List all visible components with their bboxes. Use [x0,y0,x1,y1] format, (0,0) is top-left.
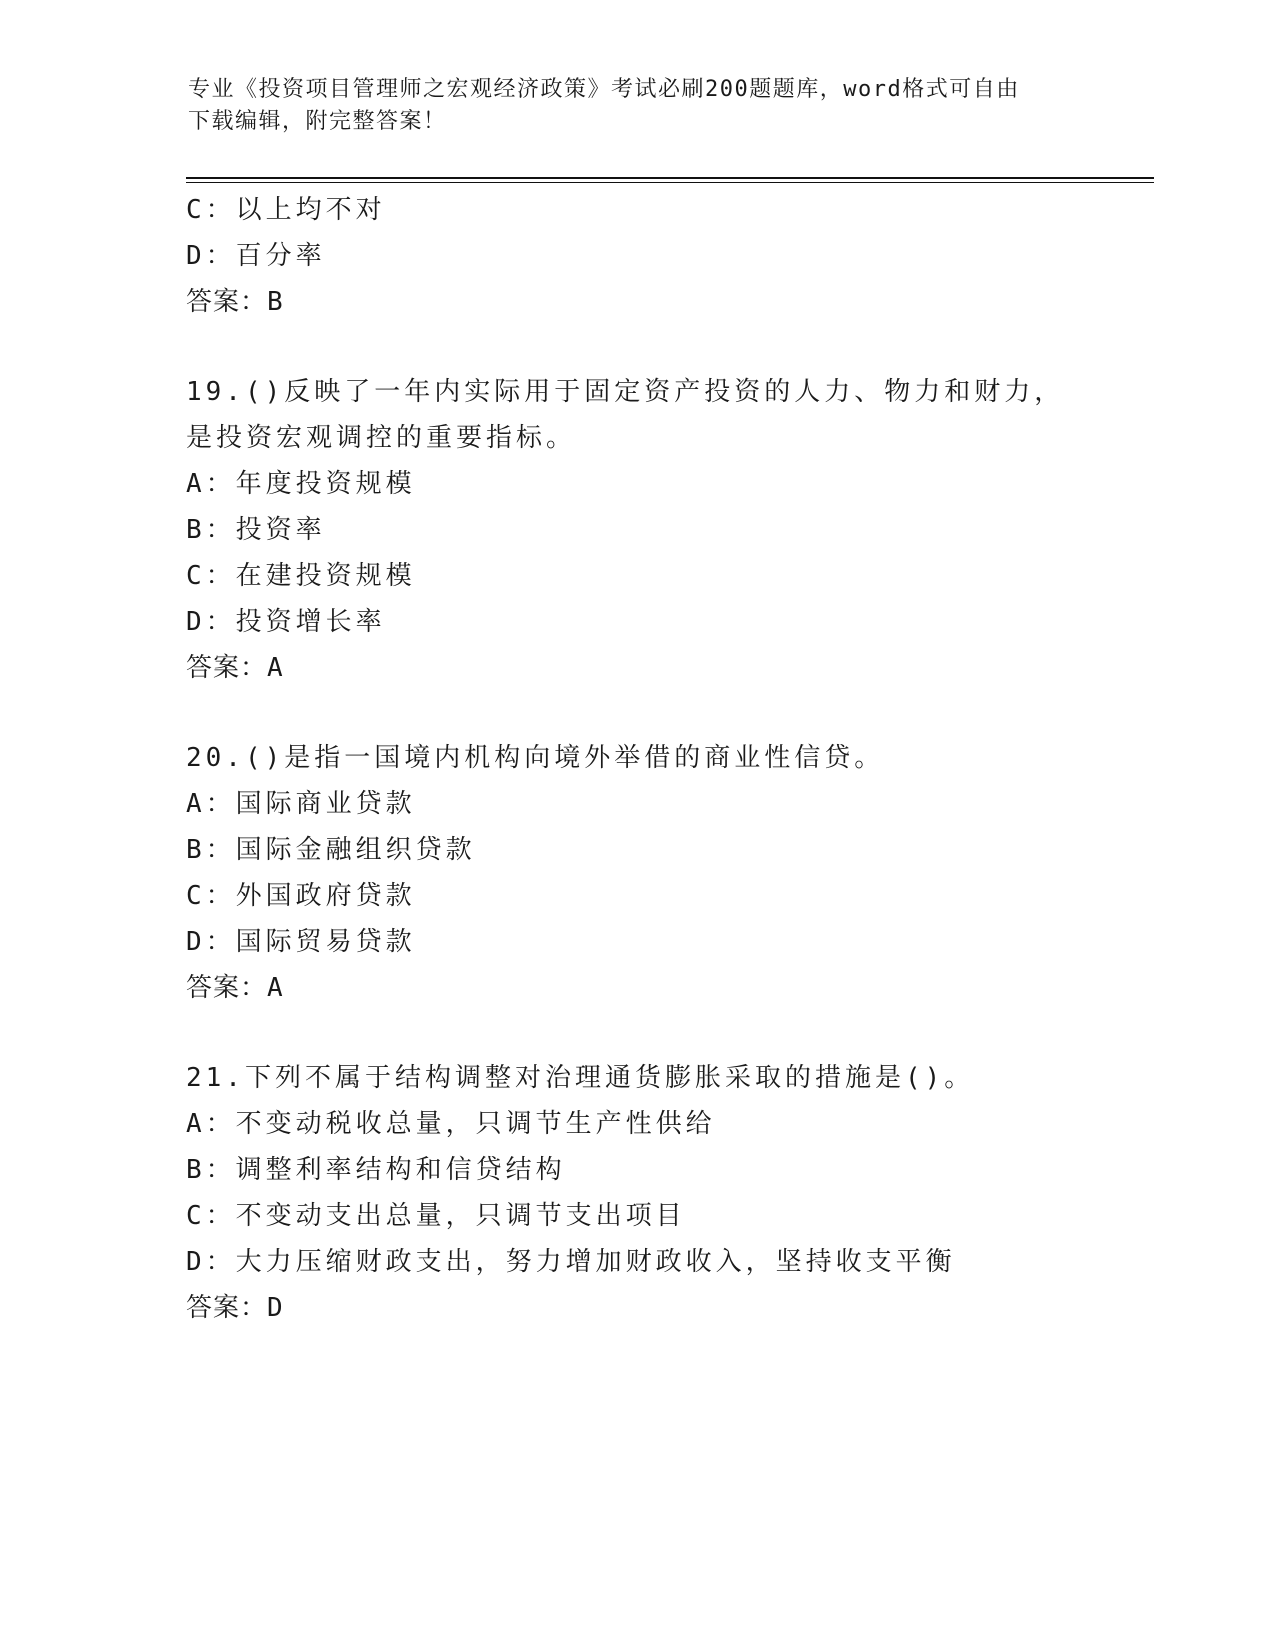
question-18-tail [186,187,1146,325]
option-a: A：年度投资规模 [186,469,416,499]
question-content [186,187,1146,1331]
header-line-1: 专业《投资项目管理师之宏观经济政策》考试必刷200题题库，word格式可自由 [188,77,1020,102]
option-c: C：外国政府贷款 [186,881,416,911]
answer-line: 答案：A [186,653,284,683]
option-d: D：投资增长率 [186,607,386,637]
document-header [188,74,1088,138]
option-c: C：在建投资规模 [186,561,416,591]
question-21 [186,1055,1146,1331]
question-19 [186,369,1146,691]
option-b: B：投资率 [186,515,326,545]
option-d: D：百分率 [186,241,326,271]
header-line-2: 下载编辑，附完整答案！ [188,109,447,134]
option-a: A：不变动税收总量，只调节生产性供给 [186,1109,716,1139]
option-b: B：调整利率结构和信贷结构 [186,1155,566,1185]
option-d: D：大力压缩财政支出，努力增加财政收入，坚持收支平衡 [186,1247,956,1277]
option-b: B：国际金融组织贷款 [186,835,476,865]
answer-line: 答案：B [186,287,284,317]
spacer [186,691,1146,735]
question-stem: 21.下列不属于结构调整对治理通货膨胀采取的措施是()。 [186,1063,975,1093]
spacer [186,1011,1146,1055]
option-d: D：国际贸易贷款 [186,927,416,957]
header-divider-thin [186,182,1154,183]
answer-line: 答案：A [186,973,284,1003]
option-c: C：不变动支出总量，只调节支出项目 [186,1201,686,1231]
header-divider-thick [186,177,1154,179]
answer-line: 答案：D [186,1293,284,1323]
question-stem: 20.()是指一国境内机构向境外举借的商业性信贷。 [186,743,885,773]
question-stem: 19.()反映了一年内实际用于固定资产投资的人力、物力和财力，是投资宏观调控的重要指标。 [186,377,1065,453]
option-c: C：以上均不对 [186,195,386,225]
option-a: A：国际商业贷款 [186,789,416,819]
spacer [186,325,1146,369]
question-20 [186,735,1146,1011]
